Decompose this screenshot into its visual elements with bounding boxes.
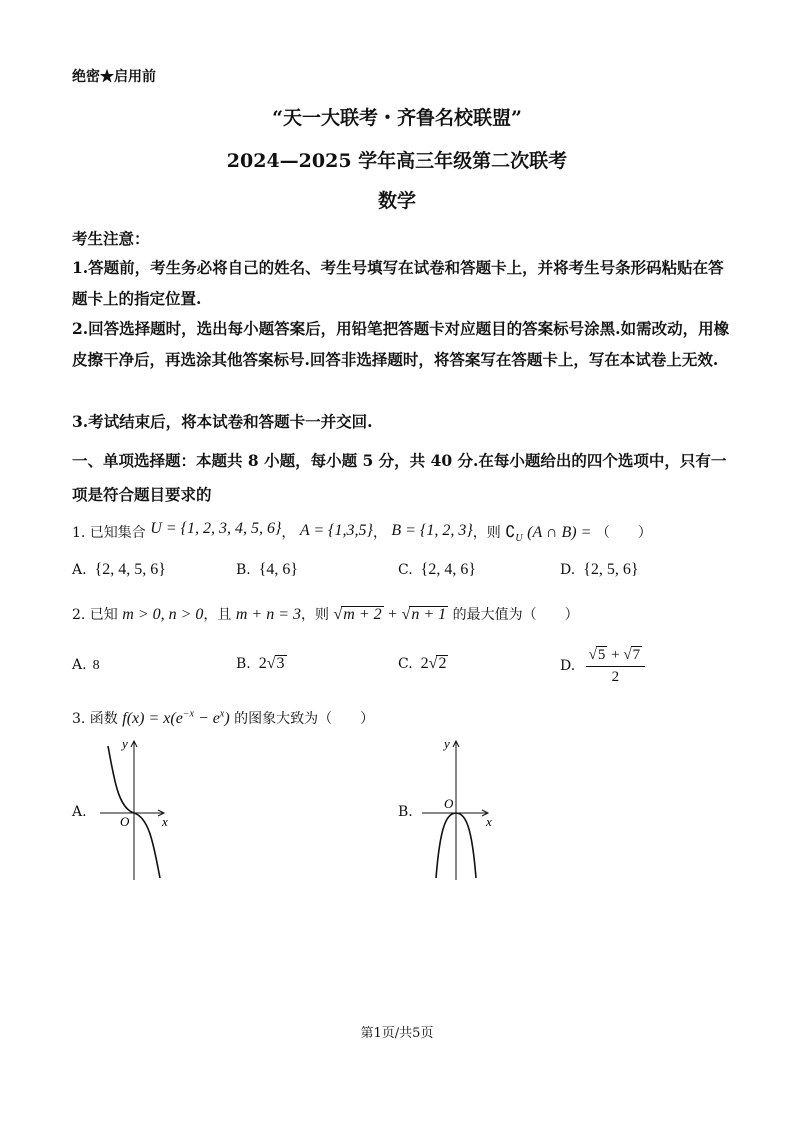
question-3: 3. 函数 $f(x) = x(e^{-x} - e^x)$ 的图象大致为（ ） [72,708,375,727]
condition-positive: m > 0, n > 0 [122,606,204,623]
graph-b-label: B. [398,804,413,820]
notice-item-1: 1.答题前，考生务必将自己的姓名、考生号填写在试卷和答题卡上，并将考生号条形码粘贴在答题卡上的指定位置. [72,258,724,308]
exam-alliance-title: “天一大联考・齐鲁名校联盟” [272,107,522,129]
condition-sum: m + n = 3 [235,606,302,623]
q2-option-b: B. 2√3 [236,655,285,672]
q2-option-c: C. 2√2 [398,655,447,672]
question-1-prefix: 1. 已知集合 [72,525,146,541]
set-u: U = {1, 2, 3, 4, 5, 6} [150,520,282,537]
exam-year-title: 2024—2025 学年高三年级第二次联考 [226,150,568,172]
q1-option-d: D. {2, 5, 6} [560,561,639,578]
set-a: A = {1,3,5} [299,522,373,539]
graph-a-origin: O [120,814,130,829]
answer-blank: （ ） [595,525,652,541]
section-heading: 一、单项选择题：本题共 8 小题，每小题 5 分，共 40 分.在每小题给出的四个选项中，只有一项是符合题目要求的 [72,451,727,504]
confidential-mark: 绝密★启用前 [72,69,156,85]
q1-option-a: A. {2, 4, 5, 6} [72,561,166,578]
set-b: B = {1, 2, 3} [391,522,473,539]
complement-subscript: U [515,532,523,544]
notice-item-3: 3.考试结束后，将本试卷和答题卡一并交回. [72,412,373,431]
radical-n: n + 1 [411,606,447,623]
page-number: 第1页/共5页 [360,1026,434,1041]
question-2: 2. 已知 m > 0, n > 0，且 m + n = 3，则 √m + 2 + √n + 1 的最大值为（ ） [72,606,579,623]
q2-option-d: D. $\frac{√5 + √7}{2}$ [560,646,645,686]
graph-a-y-label: y [122,736,128,751]
set-expression: (A ∩ B) = [527,524,592,541]
question-1: 1. 已知集合 U = {1, 2, 3, 4, 5, 6}， A = {1,3,5}， B = {1, 2, 3}，则 $∁_U$ (A ∩ B) = （ ） [72,520,652,544]
graph-b-origin: O [444,796,454,811]
graph-a-x-label: x [162,814,168,829]
question-1-ask: ，则 [472,525,501,541]
q1-option-c: C. {2, 4, 6} [398,561,477,578]
notice-item-2: 2.回答选择题时，选出每小题答案后，用铅笔把答题卡对应题目的答案标号涂黑.如需改动，用橡皮擦干净后，再选涂其他答案标号.回答非选择题时，将答案写在答题卡上，写在本试卷上无效. [72,319,730,369]
q2-option-a: A. 8 [72,657,100,673]
q1-option-b: B. {4, 6} [236,561,299,578]
notice-title: 考生注意： [72,229,150,248]
graph-a [98,738,178,883]
fraction: $\frac{√5 + √7}{2}$ [586,646,645,686]
graph-a-label: A. [72,804,87,820]
graph-b-y-label: y [444,736,450,751]
graph-b [420,738,500,883]
graph-b-x-label: x [486,814,492,829]
function-expression: $f(x) = x(e^{-x} - e^x)$ [122,708,230,727]
complement-symbol: ∁ [505,524,516,541]
exam-subject-title: 数学 [377,190,416,212]
radical-m: m + 2 [343,606,382,623]
